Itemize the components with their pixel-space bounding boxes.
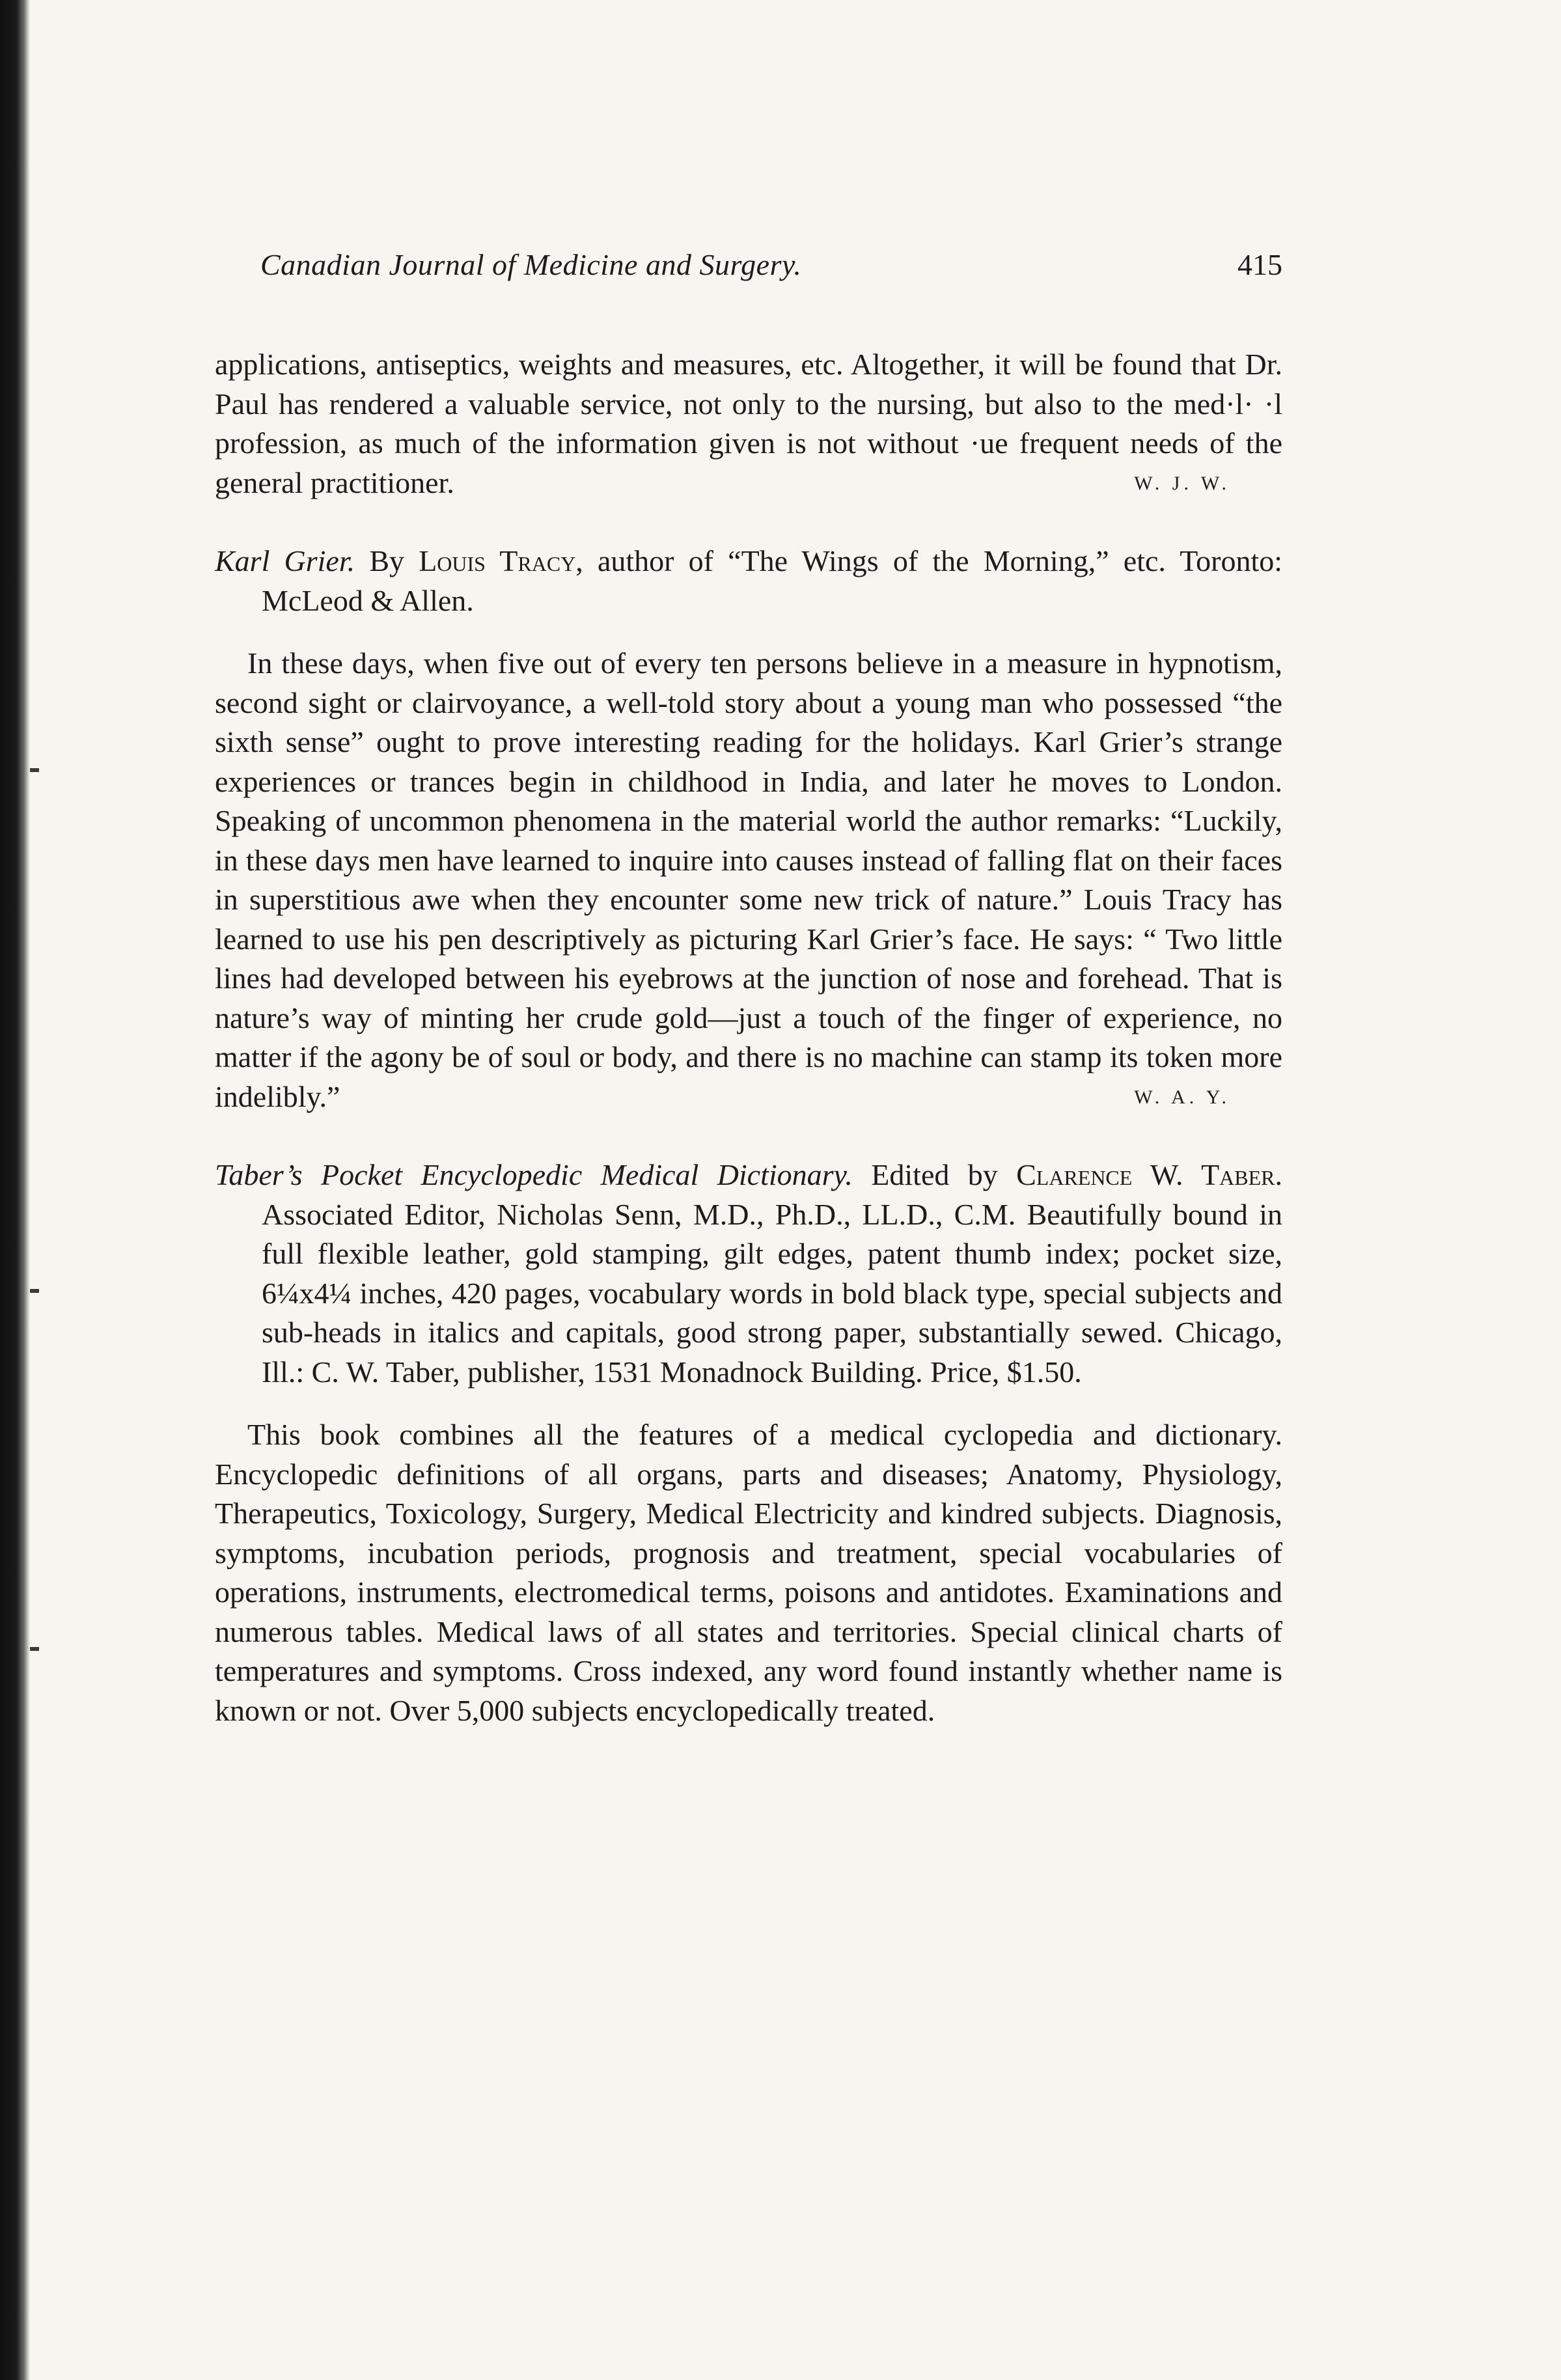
book-author: Louis Tracy, [419,544,583,577]
review-tabers-dictionary [215,1155,1282,1730]
journal-page [215,247,1282,1730]
review-body: This book combines all the features of a medical cyclopedia and dictionary. Encyclopedic definitions of all organs, parts and diseases; Anatomy, Physiology, Therapeutics, Toxicology, Surgery, Medical Electricity and kindred subjects. Diagnosis, symptoms, incubation periods, prognosis and treatment, special vocabularies of operations, instruments, electromedical terms, poisons and antidotes. Examinations and numerous tables. Medical laws of all states and territories. Special clinical charts of temperatures and symptoms. Cross indexed, any word found instantly whether name is known or not. Over 5,000 subjects encyclopedically treated. [215,1418,1282,1727]
running-head [215,247,1282,306]
continuation-text: applications, antiseptics, weights and measures, etc. Altogether, it will be found that Dr. Paul has rendered a valuable service, not only to the nursing, but also to the med·l· ·l profession, as much of the information given is not without ·ue frequent needs of the general practitioner. [215,348,1282,499]
reviewer-initials: W. J. W. [1134,473,1230,494]
previous-review-continuation [215,345,1282,503]
review-heading [215,542,1282,620]
binding-mark [30,1647,39,1651]
by-label: By [369,544,405,577]
binding-mark [30,1289,39,1293]
book-title: Karl Grier. [215,544,355,577]
binding-mark [30,768,39,772]
review-body: In these days, when five out of every ten persons believe in a measure in hypnotism, second sight or clairvoyance, a well-told story about a young man who possessed “the sixth sense” ought to prove interesting reading for the holidays. Karl Grier’s strange experiences or trances begin in childhood in India, and later he moves to London. Speaking of uncommon phenomena in the material world the author remarks: “Luckily, in these days men have learned to inquire into causes instead of falling flat on their faces in superstitious awe when they encounter some new trick of nature.” Louis Tracy has learned to use his pen descriptively as picturing Karl Grier’s face. He says: “ Two little lines had developed between his eyebrows at the junction of nose and forehead. That is nature’s way of minting her crude gold—just a touch of the finger of experience, no matter if the agony be of soul or body, and there is no machine can stamp its token more indelibly.” [215,646,1282,1113]
reviewer-initials: W. A. Y. [1134,1086,1230,1108]
page-number: 415 [1237,248,1282,281]
book-details: Associated Editor, Nicholas Senn, M.D., Ph.D., LL.D., C.M. Beautifully bound in full flexible leather, gold stamping, gilt edges, patent thumb index; pocket size, 6¼x4¼ inches, 420 pages, vocabulary words in bold black type, special subjects and sub-heads in italics and capitals, good strong paper, substantially sewed. Chicago, Ill.: C. W. Taber, publisher, 1531 Monadnock Building. Price, $1.50. [262,1197,1282,1389]
book-details: author of “The Wings of the Morning,” etc. Toronto: McLeod & Allen. [262,544,1283,617]
page-binding-edge [0,0,30,2380]
running-title: Canadian Journal of Medicine and Surgery. [260,248,802,281]
review-heading [215,1155,1282,1392]
book-editor: Clarence W. Taber. [1016,1158,1283,1191]
review-karl-grier [215,542,1282,1116]
book-title: Taber’s Pocket Encyclopedic Medical Dictionary. [215,1158,853,1191]
edited-by-label: Edited by [871,1158,998,1191]
